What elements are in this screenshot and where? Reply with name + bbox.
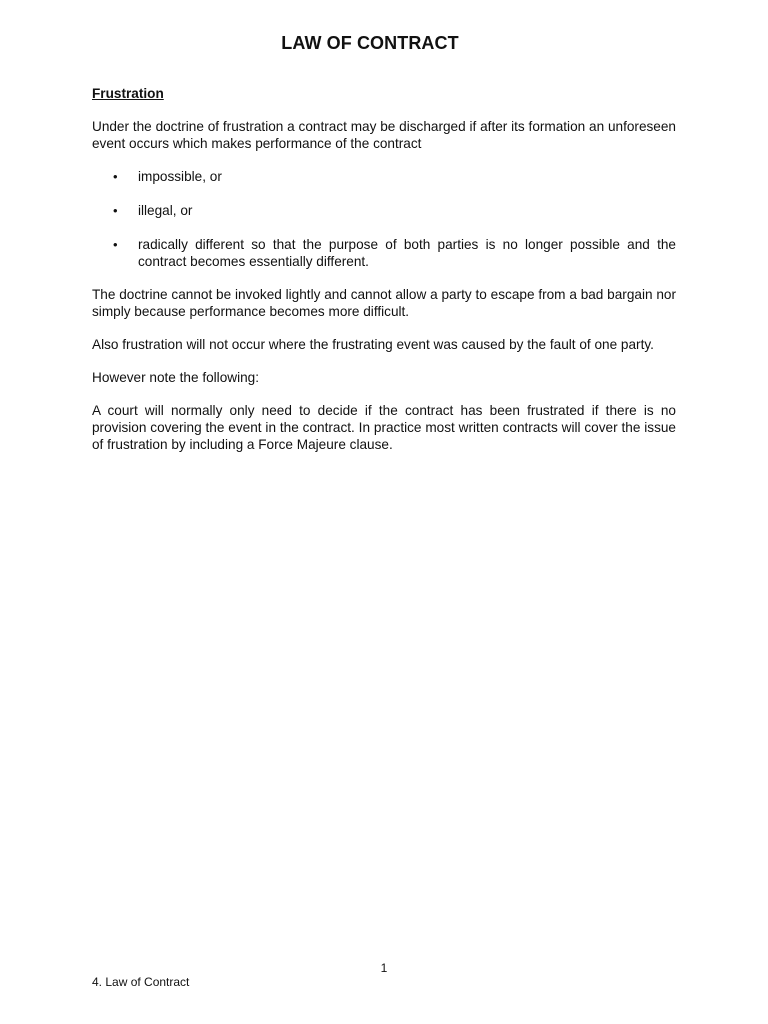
bullet-text: radically different so that the purpose of both parties is no longer possible and the contract becomes essentially different. bbox=[138, 237, 676, 269]
bullet-icon: • bbox=[113, 237, 118, 252]
body-paragraph: A court will normally only need to decide if the contract has been frustrated if there is no provision covering the event in the contract. In practice most written contracts will cover the issue of frustration by including a Force Majeure clause. bbox=[92, 403, 676, 452]
bullet-list bbox=[92, 168, 676, 270]
bullet-icon: • bbox=[113, 169, 118, 184]
section-heading: Frustration bbox=[92, 86, 164, 101]
page-number: 1 bbox=[380, 961, 388, 975]
document-body bbox=[92, 85, 676, 469]
intro-paragraph: Under the doctrine of frustration a contract may be discharged if after its formation an unforeseen event occurs which makes performance of the contract bbox=[92, 119, 676, 151]
bullet-text: illegal, or bbox=[138, 203, 193, 218]
body-paragraph: The doctrine cannot be invoked lightly and cannot allow a party to escape from a bad bargain nor simply because performance becomes more difficult. bbox=[92, 287, 676, 319]
bullet-icon: • bbox=[113, 203, 118, 218]
footer-label: 4. Law of Contract bbox=[92, 975, 190, 989]
list-item bbox=[92, 236, 676, 270]
bullet-text: impossible, or bbox=[138, 169, 222, 184]
body-paragraph: Also frustration will not occur where the frustrating event was caused by the fault of one party. bbox=[92, 337, 654, 352]
list-item bbox=[92, 202, 676, 219]
document-title: LAW OF CONTRACT bbox=[281, 33, 459, 53]
list-item bbox=[92, 168, 676, 185]
body-paragraph: However note the following: bbox=[92, 370, 259, 385]
